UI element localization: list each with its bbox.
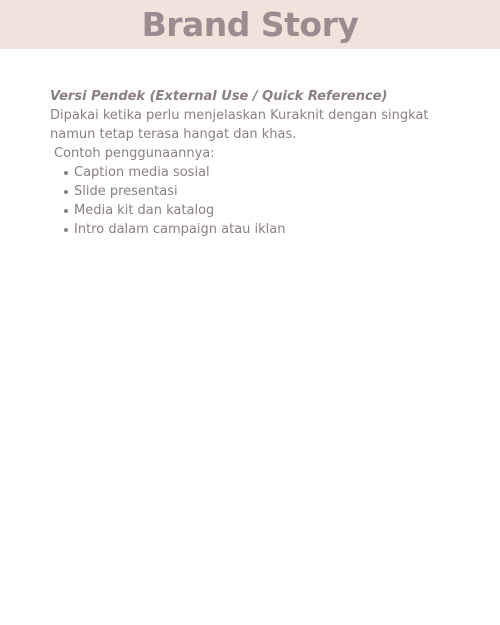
list-item <box>64 201 470 220</box>
header-bar <box>0 0 500 49</box>
examples-label: Contoh penggunaannya: <box>54 146 215 161</box>
section-subheading: Versi Pendek (External Use / Quick Reference) <box>50 89 388 104</box>
list-item-label: Caption media sosial <box>74 165 210 180</box>
examples-list <box>50 163 470 239</box>
page-title: Brand Story <box>141 5 359 44</box>
list-item <box>64 220 470 239</box>
list-item-label: Slide presentasi <box>74 184 178 199</box>
section-paragraph: Dipakai ketika perlu menjelaskan Kuraknit dengan singkat namun tetap terasa hangat dan khas. <box>50 108 429 142</box>
bullet-icon <box>64 228 68 232</box>
list-item-label: Intro dalam campaign atau iklan <box>74 222 286 237</box>
bullet-icon <box>64 171 68 175</box>
bullet-icon <box>64 209 68 213</box>
content-section <box>50 87 470 239</box>
list-item <box>64 163 470 182</box>
list-item-label: Media kit dan katalog <box>74 203 215 218</box>
list-item <box>64 182 470 201</box>
bullet-icon <box>64 190 68 194</box>
